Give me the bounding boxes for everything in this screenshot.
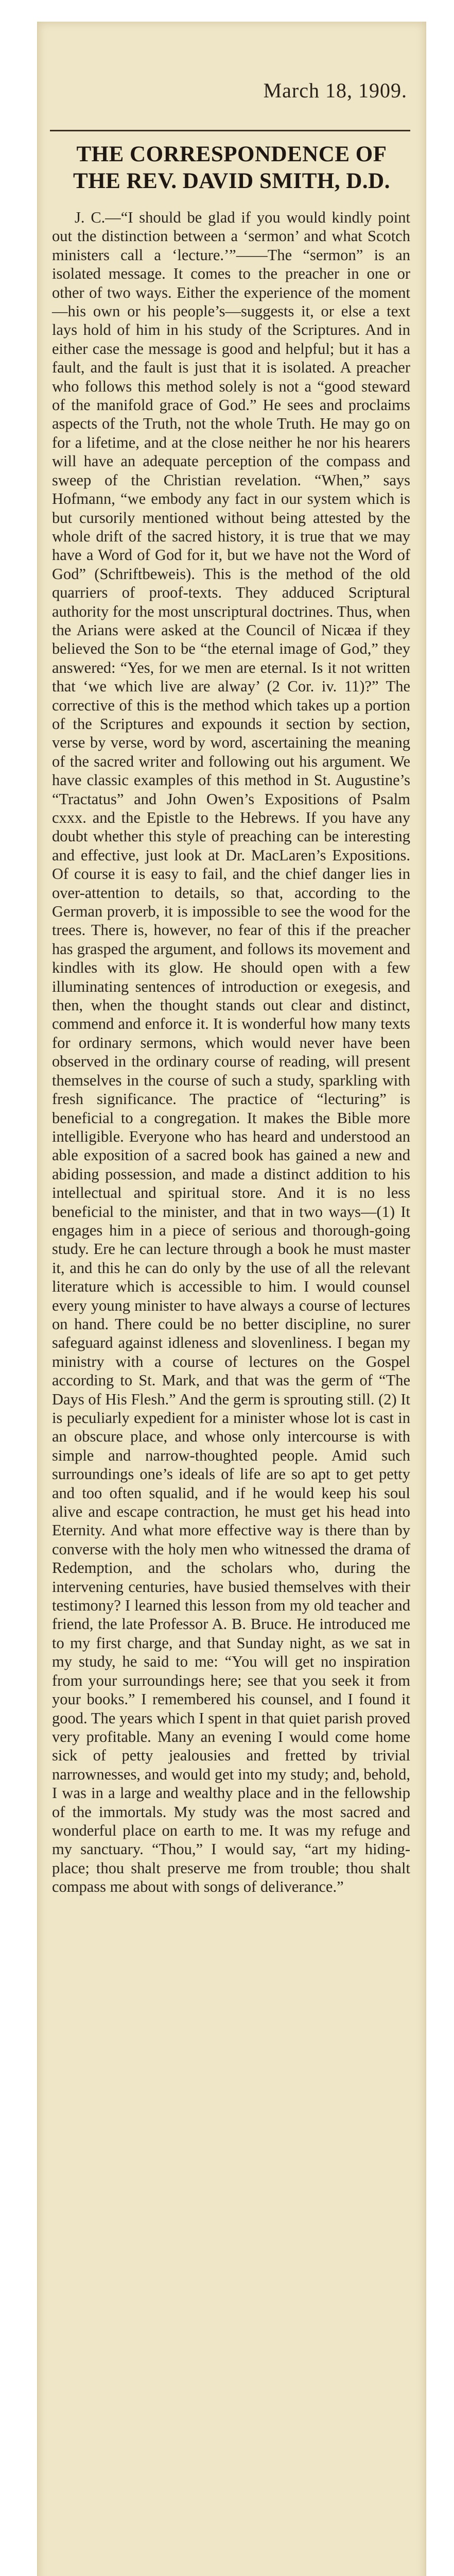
newspaper-clipping [37,22,426,2576]
article-body: J. C.—“I should be glad if you would kindly point out the distinction between a ‘sermon’ and what Scotch ministers call a ‘lecture.’”——The “sermon” is an isolated message. It comes to the preacher in one or other of two ways. Either the experience of the moment—his own or his people’s—suggests it, or else a text lays hold of him in his study of the Scriptures. And in either case the message is good and helpful; but it has a fault, and the fault is just that it is isolated. A preacher who follows this method solely is not a “good steward of the manifold grace of God.” He sees and proclaims aspects of the Truth, not the whole Truth. He may go on for a lifetime, and at the close neither he nor his hearers will have an adequate perception of the compass and sweep of the Christian revelation. “When,” says Hofmann, “we embody any fact in our system which is but cursorily mentioned without being attested by the whole drift of the sacred history, it is true that we may have a Word of God for it, but we have not the Word of God” (Schriftbeweis). This is the method of the old quarriers of proof-texts. They adduced Scriptural authority for the most unscriptural doctrines. Thus, when the Arians were asked at the Council of Nicæa if they believed the Son to be “the eternal image of God,” they answered: “Yes, for we men are eternal. Is it not written that ‘we which live are alway’ (2 Cor. iv. 11)?” The corrective of this is the method which takes up a portion of the Scriptures and expounds it section by section, verse by verse, word by word, ascertaining the meaning of the sacred writer and following out his argument. We have classic examples of this method in St. Augustine’s “Tractatus” and John Owen’s Expositions of Psalm cxxx. and the Epistle to the Hebrews. If you have any doubt whether this style of preaching can be interesting and effective, just look at Dr. MacLaren’s Expositions. Of course it is easy to fail, and the chief danger lies in over-attention to details, so that, according to the German proverb, it is impossible to see the wood for the trees. There is, however, no fear of this if the preacher has grasped the argument, and follows its movement and kindles with its glow. He should open with a few illuminating sentences of introduction or exegesis, and then, when the thought stands out clear and distinct, commend and enforce it. It is wonderful how many texts for ordinary sermons, which would never have been observed in the ordinary course of reading, will present themselves in the course of such a study, sparkling with fresh significance. The practice of “lecturing” is beneficial to a congregation. It makes the Bible more intelligible. Everyone who has heard and understood an able exposition of a sacred book has gained a new and abiding possession, and made a distinct addition to his intellectual and spiritual store. And it is no less beneficial to the minister, and that in two ways—(1) It engages him in a piece of serious and thorough-going study. Ere he can lecture through a book he must master it, and this he can do only by the use of all the relevant literature which is accessible to him. I would counsel every young minister to have always a course of lectures on hand. There could be no better discipline, no surer safeguard against idleness and slovenliness. I began my ministry with a course of lectures on the Gospel according to St. Mark, and that was the germ of “The Days of His Flesh.” And the germ is sprouting still. (2) It is peculiarly expedient for a minister whose lot is cast in an obscure place, and whose only intercourse is with simple and narrow-thoughted people. Amid such surroundings one’s ideals of life are so apt to get petty and too often squalid, and if he would keep his soul alive and escape contraction, he must get his head into Eternity. And what more effective way is there than by converse with the holy men who witnessed the drama of Redemption, and the scholars who, during the intervening centuries, have busied themselves with their testimony? I learned this lesson from my old teacher and friend, the late Professor A. B. Bruce. He introduced me to my first charge, and that Sunday night, as we sat in my study, he said to me: “You will get no inspiration from your surroundings here; see that you seek it from your books.” I remembered his counsel, and I found it good. The years which I spent in that quiet parish proved very profitable. Many an evening I would come home sick of petty jealousies and fretted by trivial narrownesses, and would get into my study; and, behold, I was in a large and wealthy place and in the fellowship of the immortals. My study was the most sacred and wonderful place on earth to me. It was my refuge and my sanctuary. “Thou,” I would say, “art my hiding-place; thou shalt preserve me from trouble; thou shalt compass me about with songs of deliverance.” [52,209,410,1896]
publication-date: March 18, 1909. [263,79,407,102]
article-headline: THE CORRESPONDENCE OF THE REV. DAVID SMITH, D.D. [73,142,390,193]
top-divider [50,130,410,131]
